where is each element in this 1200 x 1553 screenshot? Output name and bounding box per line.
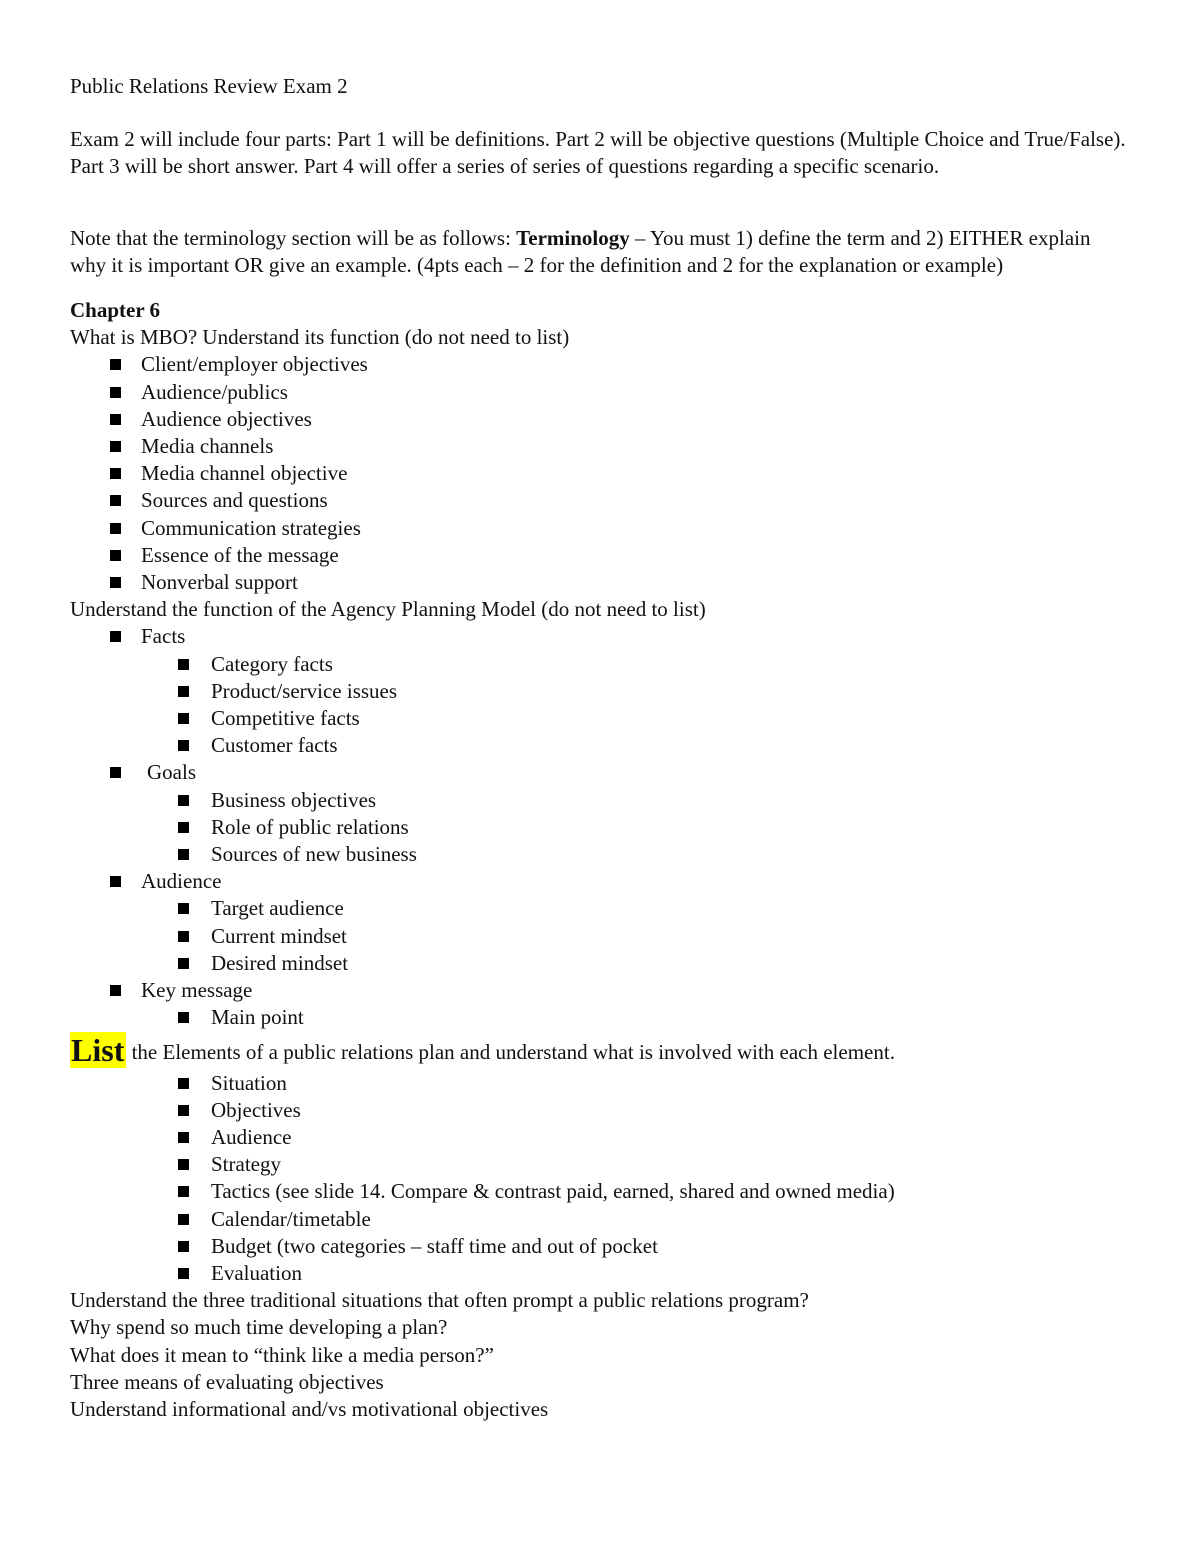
list-item: Category facts bbox=[70, 651, 1130, 678]
square-bullet-icon bbox=[178, 1241, 189, 1252]
square-bullet-icon bbox=[178, 1186, 189, 1197]
square-bullet-icon bbox=[178, 1159, 189, 1170]
list-item: Strategy bbox=[70, 1151, 1130, 1178]
closing-line-evaluating: Three means of evaluating objectives bbox=[70, 1369, 384, 1394]
list-item: Communication strategies bbox=[70, 515, 1130, 542]
square-bullet-icon bbox=[110, 414, 121, 425]
list-item: Audience bbox=[70, 1124, 1130, 1151]
list-item: Media channel objective bbox=[70, 460, 1130, 487]
square-bullet-icon bbox=[110, 359, 121, 370]
list-item: Nonverbal support bbox=[70, 569, 1130, 596]
square-bullet-icon bbox=[110, 523, 121, 534]
mbo-list bbox=[70, 351, 1130, 596]
document-title: Public Relations Review Exam 2 bbox=[70, 74, 348, 98]
list-item: Audience/publics bbox=[70, 379, 1130, 406]
agency-key-message-group bbox=[70, 977, 1130, 1004]
list-item: Product/service issues bbox=[70, 678, 1130, 705]
square-bullet-icon bbox=[178, 1012, 189, 1023]
agency-model-intro: Understand the function of the Agency Planning Model (do not need to list) bbox=[70, 597, 706, 622]
list-item: Situation bbox=[70, 1070, 1130, 1097]
square-bullet-icon bbox=[110, 495, 121, 506]
list-item: Objectives bbox=[70, 1097, 1130, 1124]
list-item: Desired mindset bbox=[70, 950, 1130, 977]
square-bullet-icon bbox=[178, 1132, 189, 1143]
list-item: Current mindset bbox=[70, 923, 1130, 950]
highlighted-list-word: List bbox=[71, 1031, 125, 1068]
list-item: Sources and questions bbox=[70, 487, 1130, 514]
square-bullet-icon bbox=[110, 441, 121, 452]
intro-paragraph: Exam 2 will include four parts: Part 1 will be definitions. Part 2 will be objective questions (Multiple Choice and True/False). Part 3 will be short answer. Part 4 will offer a series of series of questions regarding a specific scenario. bbox=[70, 127, 1126, 179]
agency-key-message-item: Key message bbox=[70, 977, 1130, 1004]
mbo-question: What is MBO? Understand its function (do not need to list) bbox=[70, 325, 570, 350]
square-bullet-icon bbox=[110, 767, 121, 778]
square-bullet-icon bbox=[110, 468, 121, 479]
chapter-heading: Chapter 6 bbox=[70, 298, 161, 323]
list-item: Client/employer objectives bbox=[70, 351, 1130, 378]
square-bullet-icon bbox=[110, 550, 121, 561]
square-bullet-icon bbox=[178, 713, 189, 724]
agency-audience-item: Audience bbox=[70, 868, 1130, 895]
square-bullet-icon bbox=[110, 387, 121, 398]
list-item: Target audience bbox=[70, 895, 1130, 922]
list-item: Customer facts bbox=[70, 732, 1130, 759]
list-item: Business objectives bbox=[70, 787, 1130, 814]
list-item: Audience objectives bbox=[70, 406, 1130, 433]
square-bullet-icon bbox=[178, 903, 189, 914]
terminology-note bbox=[70, 225, 1130, 279]
square-bullet-icon bbox=[178, 659, 189, 670]
list-item: Main point bbox=[70, 1004, 1130, 1031]
square-bullet-icon bbox=[178, 958, 189, 969]
list-item: Tactics (see slide 14. Compare & contrast paid, earned, shared and owned media) bbox=[70, 1178, 1130, 1205]
square-bullet-icon bbox=[110, 985, 121, 996]
list-item: Media channels bbox=[70, 433, 1130, 460]
agency-facts-item: Facts bbox=[70, 623, 1130, 650]
closing-line-situations: Understand the three traditional situations that often prompt a public relations program? bbox=[70, 1288, 809, 1313]
agency-model-list bbox=[70, 623, 1130, 650]
square-bullet-icon bbox=[110, 631, 121, 642]
note-bold-term: Terminology bbox=[516, 225, 630, 250]
agency-goals-group bbox=[70, 759, 1130, 786]
closing-line-media-person: What does it mean to “think like a media person?” bbox=[70, 1342, 494, 1367]
list-item: Evaluation bbox=[70, 1260, 1130, 1287]
list-item: Competitive facts bbox=[70, 705, 1130, 732]
square-bullet-icon bbox=[178, 1214, 189, 1225]
square-bullet-icon bbox=[178, 1268, 189, 1279]
list-item: Sources of new business bbox=[70, 841, 1130, 868]
list-item: Calendar/timetable bbox=[70, 1206, 1130, 1233]
note-text-after: – You must 1) define the term and 2) EITHER explain why it is important OR give an example. (4pts each – 2 for the definition and 2 for the explanation or example) bbox=[70, 225, 1091, 277]
list-item: Essence of the message bbox=[70, 542, 1130, 569]
goals-sublist bbox=[70, 787, 1130, 869]
square-bullet-icon bbox=[178, 686, 189, 697]
closing-line-plan: Why spend so much time developing a plan? bbox=[70, 1315, 448, 1340]
plan-elements-intro bbox=[70, 1031, 1130, 1068]
audience-sublist bbox=[70, 895, 1130, 977]
square-bullet-icon bbox=[178, 822, 189, 833]
list-item: Role of public relations bbox=[70, 814, 1130, 841]
square-bullet-icon bbox=[178, 849, 189, 860]
square-bullet-icon bbox=[178, 795, 189, 806]
square-bullet-icon bbox=[110, 577, 121, 588]
document-page bbox=[70, 73, 1130, 1423]
list-item: Budget (two categories – staff time and out of pocket bbox=[70, 1233, 1130, 1260]
plan-elements-list bbox=[70, 1070, 1130, 1288]
closing-line-objectives: Understand informational and/vs motivational objectives bbox=[70, 1396, 549, 1421]
plan-elements-intro-text: the Elements of a public relations plan and understand what is involved with each element. bbox=[126, 1039, 895, 1064]
note-text-before: Note that the terminology section will be as follows: bbox=[70, 225, 517, 250]
key-message-sublist bbox=[70, 1004, 1130, 1031]
facts-sublist bbox=[70, 651, 1130, 760]
square-bullet-icon bbox=[178, 931, 189, 942]
square-bullet-icon bbox=[178, 740, 189, 751]
agency-goals-item: Goals bbox=[70, 759, 1130, 786]
agency-audience-group bbox=[70, 868, 1130, 895]
square-bullet-icon bbox=[110, 876, 121, 887]
square-bullet-icon bbox=[178, 1078, 189, 1089]
square-bullet-icon bbox=[178, 1105, 189, 1116]
